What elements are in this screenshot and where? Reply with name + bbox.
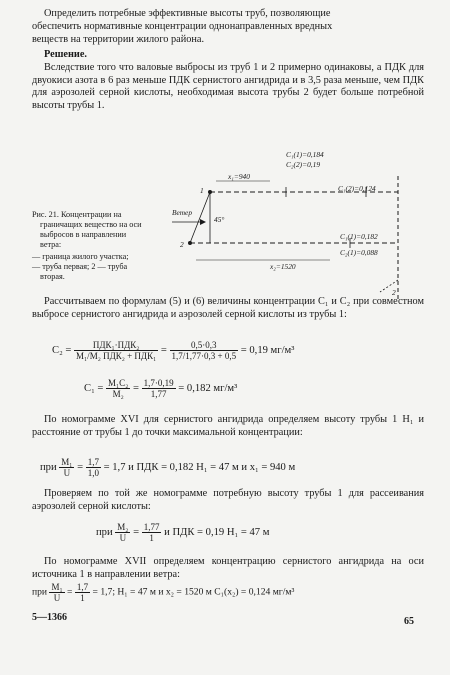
figure-legend-2: — труба первая; 2 — труба [32, 262, 128, 271]
eq3-numerator: M₁ [61, 457, 73, 467]
eq2-denominator: M₂ [112, 389, 124, 399]
label-x-bottom: x₂=1520 [270, 262, 296, 271]
figure-caption-3: выбросов в направлении [40, 230, 127, 239]
paragraph-5: По номограмме XVII определяем концентрацию сернистого ангидрида на оси источника 1 в направлении ветра: [32, 556, 424, 580]
figure-caption-1: Рис. 21. Концентрации на [32, 210, 122, 219]
equation-h1-check: при $\frac{\text{M₂}}{U}$ = $\frac{1,77}{1}$ и ПДК = 0,19 H₁ = 47 м [96, 522, 270, 543]
equation-c2 [52, 340, 294, 361]
eq2-numerator-2: 1,7·0,19 [143, 378, 174, 388]
eq1-lhs: C₂ = [52, 344, 72, 356]
eq3-numerator-2: 1,7 [87, 457, 99, 467]
eq3-fraction-2 [86, 457, 101, 478]
label-c-right: C₁(2)=0,124 [338, 184, 376, 193]
eq5-fraction-2 [75, 582, 90, 603]
label-c-bottom1: C₁(1)=0,182 [340, 232, 378, 241]
eq2-fraction [106, 378, 130, 399]
eq1-result: = 0,19 мг/м³ [240, 344, 295, 356]
eq1-denominator-2: 1,7/1,77·0,3 + 0,5 [171, 351, 237, 361]
equation-c1: C₁ = $\frac{\text{M₁C₂}}{\text{M₂}}$ = $\frac{1,7\cdot 0,19}{1,77}$ = 0,182 мг/м³ [84, 378, 238, 399]
eq2-denominator-2: 1,77 [150, 389, 167, 399]
eq2-fraction-2 [142, 378, 176, 399]
label-x-top: x₁=940 [228, 172, 250, 181]
eq5-denominator-2: 1 [80, 593, 85, 603]
intro-line-1: Определить потребные эффективные высоты труб, позволяющие [44, 8, 331, 19]
label-2-right: 2 [392, 288, 396, 297]
eq3-rest: = 1,7 и ПДК = 0,182 H₁ = 47 м и x₁ = 940 м [103, 461, 296, 473]
equation-c1-x2: при $\frac{\text{M₁}}{U}$ = $\frac{1,7}{1}$ = 1,7; H₁ = 47 м и x₂ = 1520 м C₁(x₂) = 0,124 мг/м³ [32, 582, 295, 603]
label-angle: 45° [214, 215, 225, 224]
eq3-denominator-2: 1,0 [87, 468, 99, 478]
eq5-fraction [49, 582, 64, 603]
eq4-denominator: U [119, 533, 127, 543]
eq4-denominator-2: 1 [149, 533, 154, 543]
eq3-denominator: U [63, 468, 71, 478]
eq2-lhs: C₁ = [84, 382, 104, 394]
eq4-numerator: M₂ [117, 522, 129, 532]
eq5-rest: = 1,7; H₁ = 47 м и x₂ = 1520 м C₁(x₂) = 0,124 мг/м³ [92, 586, 295, 598]
figure-legend-3: вторая. [40, 272, 65, 281]
eq1-fraction [74, 340, 158, 361]
label-c-top2: C₂(2)=0,19 [286, 160, 321, 169]
eq1-equals: = [160, 344, 167, 356]
figure-caption-4: ветра: [40, 240, 62, 249]
label-wind: Ветер [172, 208, 193, 217]
paragraph-2: Рассчитываем по формулам (5) и (6) величины концентрации C₁ и C₂ при совместном выбросе сернистого ангидрида и аэрозолей серной кислоты из трубы 1: [32, 296, 424, 320]
label-c-top1: C₁(1)=0,184 [286, 150, 324, 159]
label-source-2: 2 [180, 240, 184, 249]
solution-heading: Решение. [44, 49, 87, 60]
page-number: 65 [404, 616, 414, 627]
figure-legend-1: — граница жилого участка; [32, 252, 129, 261]
eq5-denominator: U [53, 593, 61, 603]
paragraph-3: По номограмме XVI для сернистого ангидрида определяем высоту трубы 1 H₁ и расстояние от трубы 1 до точки максимальной концентрации: [32, 414, 424, 438]
paragraph-1: Вследствие того что валовые выбросы из труб 1 и 2 примерно одинаковы, а ПДК для двуокиси азота в 6 раз меньше ПДК сернистого ангидрида и в 3,5 раза меньше, чем ПДК для аэрозолей серной кислоты, необходимая высота трубы 2 будет больше потребной высоты трубы 1. [32, 62, 424, 111]
eq4-fraction-2 [142, 522, 162, 543]
eq3-fraction [59, 457, 74, 478]
eq5-pri: при [32, 586, 48, 598]
eq1-numerator: ПДК₁·ПДК₂ [74, 340, 158, 351]
figure-caption-2: граничащих вещество на оси [40, 220, 142, 229]
eq5-numerator: M₁ [51, 582, 63, 592]
footer-signature: 5—1366 [32, 612, 67, 623]
eq4-numerator-2: 1,77 [143, 522, 160, 532]
equation-h1: при $\frac{\text{M₁}}{U}$ = $\frac{1,7}{1,0}$ = 1,7 и ПДК = 0,182 H₁ = 47 м и x₁ = 940 м [40, 457, 296, 478]
label-c-bottom2: C₂(1)=0,088 [340, 248, 378, 257]
eq1-fraction-2 [170, 340, 239, 361]
paragraph-4: Проверяем по той же номограмме потребную высоту трубы 1 для рассеивания аэрозолей серной кислоты: [32, 488, 424, 512]
eq2-numerator: M₁C₂ [108, 378, 129, 388]
eq4-fraction [115, 522, 130, 543]
intro-line-3: веществ на территории жилого района. [32, 34, 205, 45]
eq3-pri: при [40, 461, 57, 473]
eq1-denominator: M₁/M₂ ПДК₂ + ПДК₁ [76, 351, 157, 361]
eq1-numerator-2: 0,5·0,3 [170, 340, 239, 351]
eq4-rest: и ПДК = 0,19 H₁ = 47 м [164, 526, 270, 538]
eq5-numerator-2: 1,7 [76, 582, 89, 592]
eq4-pri: при [96, 526, 113, 538]
eq2-result: = 0,182 мг/м³ [178, 382, 238, 394]
intro-line-2: обеспечить нормативные концентрации однонаправленных вредных [32, 21, 333, 32]
label-source-1: 1 [200, 186, 204, 195]
